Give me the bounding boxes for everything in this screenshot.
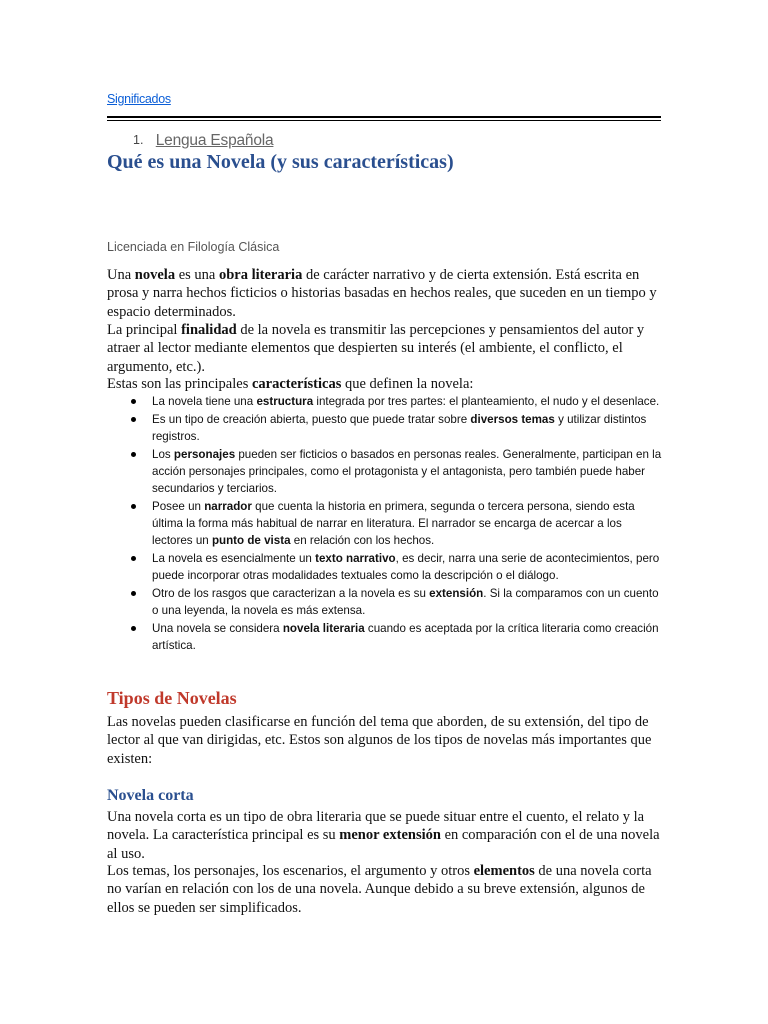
bullet-icon xyxy=(131,626,136,631)
bullet-icon xyxy=(131,399,136,404)
page-title: Qué es una Novela (y sus características) xyxy=(107,151,454,173)
header-divider xyxy=(107,116,661,118)
novela-corta-paragraph-1-bold-term: menor extensión xyxy=(339,827,441,844)
site-logo-link[interactable]: Significados xyxy=(107,92,171,106)
characteristic-bold-term: extensión xyxy=(429,587,484,600)
bullet-icon xyxy=(131,417,136,422)
characteristic-text: Los personajes pueden ser ficticios o basados en personas reales. Generalmente, participan en la acción personajes principales, como el protagonista y el antagonista, pero también puede haber secundarios y terciarios. xyxy=(152,448,662,495)
characteristic-item xyxy=(107,446,663,497)
characteristic-text: Otro de los rasgos que caracterizan a la novela es su extensión. Si la comparamos con un cuento o una leyenda, la novela es más extensa. xyxy=(152,587,659,617)
characteristic-bold-term: personajes xyxy=(173,448,236,461)
breadcrumb xyxy=(133,132,273,150)
characteristic-item xyxy=(107,411,663,445)
intro-paragraph-characteristics: Estas son las principales características que definen la novela: xyxy=(107,376,474,392)
characteristic-bold-term: novela literaria xyxy=(282,622,365,635)
bullet-icon xyxy=(131,556,136,561)
intro-paragraph-characteristics-bold-term: características xyxy=(251,376,342,392)
intro-paragraph-definition-bold-term: novela xyxy=(134,267,176,283)
characteristic-bold-term: texto narrativo xyxy=(315,552,396,565)
characteristic-item xyxy=(107,498,663,549)
characteristics-list xyxy=(107,393,663,655)
tipos-intro-paragraph: Las novelas pueden clasificarse en función del tema que aborden, de su extensión, del tipo de lector al que van dirigidas, etc. Estos son algunos de los tipos de novelas más importantes que existen: xyxy=(107,714,652,767)
section-heading-tipos: Tipos de Novelas xyxy=(107,688,237,708)
breadcrumb-number: 1. xyxy=(133,133,144,147)
intro-paragraph-definition-bold-term: obra literaria xyxy=(218,267,303,283)
bullet-icon xyxy=(131,504,136,509)
bullet-icon xyxy=(131,591,136,596)
breadcrumb-link-lengua-espanola[interactable]: Lengua Española xyxy=(155,132,274,149)
bullet-icon xyxy=(131,452,136,457)
intro-paragraph-definition: Una novela es una obra literaria de carácter narrativo y de cierta extensión. Está escrita en prosa y narra hechos ficticios o historias basadas en hechos reales, que suceden en un tiempo y espacio determinados. xyxy=(107,267,657,320)
novela-corta-paragraph-1: Una novela corta es un tipo de obra literaria que se puede situar entre el cuento, el relato y la novela. La característica principal es su menor extensión en comparación con el de una novela al uso. xyxy=(107,809,660,862)
intro-paragraph-purpose: La principal finalidad de la novela es transmitir las percepciones y pensamientos del autor y atraer al lector mediante elementos que despierten su interés (el ambiente, el conflicto, el argumento, etc.). xyxy=(107,322,645,375)
characteristic-text: Una novela se considera novela literaria cuando es aceptada por la crítica literaria como creación artística. xyxy=(152,622,659,652)
characteristic-bold-term: narrador xyxy=(204,500,252,513)
characteristic-item xyxy=(107,620,663,654)
characteristic-bold-term: punto de vista xyxy=(211,534,291,547)
characteristic-item xyxy=(107,550,663,584)
characteristic-text: La novela es esencialmente un texto narrativo, es decir, narra una serie de acontecimientos, pero puede incorporar otras modalidades textuales como la descripción o el diálogo. xyxy=(152,552,660,582)
characteristic-item xyxy=(107,585,663,619)
characteristic-text: La novela tiene una estructura integrada por tres partes: el planteamiento, el nudo y el desenlace. xyxy=(152,395,660,408)
author-credentials: Licenciada en Filología Clásica xyxy=(107,240,280,254)
novela-corta-paragraph-2-bold-term: elementos xyxy=(473,863,535,879)
characteristic-text: Posee un narrador que cuenta la historia en primera, segunda o tercera persona, siendo esta última la forma más habitual de narrar en literatura. El narrador se encarga de acercar a los lectores un punto de vista en relación con los hechos. xyxy=(152,500,635,547)
header-divider-secondary xyxy=(107,120,661,121)
intro-paragraph-purpose-bold-term: finalidad xyxy=(181,322,237,338)
novela-corta-paragraph-2: Los temas, los personajes, los escenarios, el argumento y otros elementos de una novela corta no varían en relación con los de una novela. Aunque debido a su breve extensión, algunos de ellos se pueden ser simplificados. xyxy=(107,863,652,916)
characteristic-bold-term: estructura xyxy=(256,395,314,408)
characteristic-bold-term: diversos temas xyxy=(470,413,555,426)
characteristic-text: Es un tipo de creación abierta, puesto que puede tratar sobre diversos temas y utilizar distintos registros. xyxy=(152,413,647,443)
characteristic-item xyxy=(107,393,663,410)
subsection-heading-novela-corta: Novela corta xyxy=(107,787,194,804)
